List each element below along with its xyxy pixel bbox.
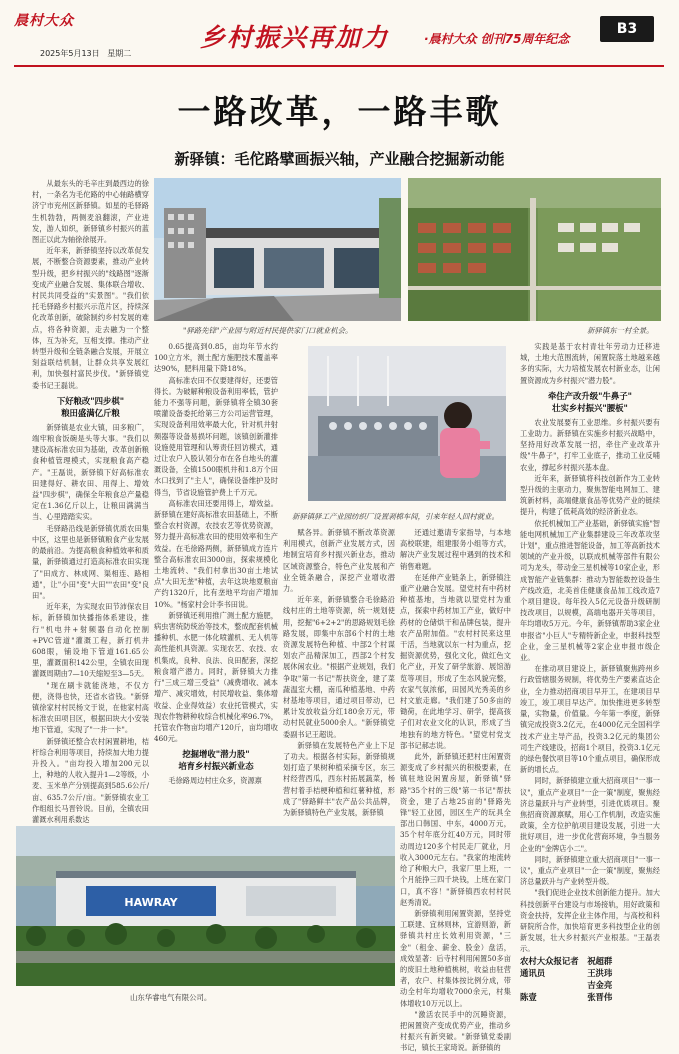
- col3-body-para-3: 新驿镇在发展特色产业上下足了功夫。根据各村实际，新驿镇规划打造了果树种植采摘专区，东三村经营西瓜，西东村拓展蔬菜，杨营村着手桔梗种植和红薯种植，形成了"驿路鲜丰"农产品公共品牌，为新驿镇特色产业发展，新驿镇: [283, 740, 395, 818]
- col5-section-3-para-4: 在推动项目建设上，新驿镇聚焦跨州乡行政管辖服务规制，将优势生产要素直达企业，全力推动招商项目早开工，在建项目早竣工，竣工项目早达产。加快推进更多转型量，实物量，价值量。今年第一季度，新驿镇完成投资3.2亿元，在4000亿元全国科学技术产业主导产品，投资3.2亿元的集团公司生产线建设，招商1个项目，投资3.1亿元的绿色餐饮项目等10个重点项目，确保形成新的增长点。: [520, 664, 660, 775]
- article-column-5: [520, 341, 660, 1017]
- col2-body-para-3: 高标准农田还要用得上，增效益。新驿镇在建好高标准农田基础上，不断整合农村资源，农技农艺等优势资源，努力提升高标准农田的使用效率和生产效益。在毛徐路两侧，新驿镇成方连片整合高标准农田3000亩，探索规模化土地流转、"我们村拿出30亩土地试点"大田无垄"种植，去年这块地夏粮亩产约1320斤，比有垄地平均亩产增加10%。"杨家村会计李书田说。: [154, 498, 278, 609]
- section-3-title-line-1: 牵住产改升级"牛鼻子": [547, 390, 633, 401]
- caption-electric-plant: 山东华睿电气有限公司。: [130, 993, 212, 1002]
- byline-role-2: 通讯员: [520, 967, 546, 978]
- electric-plant-image: [16, 826, 395, 986]
- byline: [520, 955, 660, 1003]
- section-1-heading: [32, 395, 149, 419]
- col1-body-para-3: 近年来，为实现农田节沛保农目标，新驿镇加快播指体系建设，推行"机电井+射频器自动化控制+PVC管道"灌溉工程，新打机井608眼，铺设地下管道161.65公里，灌溉面积142公里，全镇农田现灌溉周期由7—10天缩短至3—5天。: [32, 602, 149, 679]
- caption-industrial-park: "驿路先锋"产业园与附近村民提供家门口就业机会。: [183, 326, 353, 335]
- section-slogan: 乡村振兴再加力: [200, 23, 390, 52]
- section-1-title-line-2: 粮田盛满亿斤粮: [61, 407, 120, 418]
- col5-body-para-1: 实践是基于农村青壮年劳动力迁移进城，土地大范围流转，闲置院落土地越来越多的实际，大力培植发展农村新业态，让闲置资源成为乡村振兴"潜力股"。: [520, 342, 660, 385]
- col5-section-3-para-1: 农业发展要有工业思维。乡村振兴要有工业助力。新驿镇在实施乡村振兴战略中，坚持用好改革发展一招，牵住产业改革升级"牛鼻子"，打牢工业底子，推动工业反哺农业，撑起乡村振兴基本盘。: [520, 417, 660, 472]
- newspaper-logo: 晨村大众: [14, 13, 74, 29]
- byline-name-2: 王洪玮: [587, 967, 613, 978]
- date-text: 2025年5月13日: [40, 49, 100, 58]
- col4-body-para-5: "激活农民手中的沉睡资源，把闲置资产变成优势产业，推动乡村振兴有新突破。"新驿镇党委副书记，镇长王家琦说。新驿镇的: [400, 1009, 511, 1053]
- col4-body-para-3: 此外，新驿镇还把村庄闲置资源变成了乡村振兴的积极要素，在镇驻地设闲置房屋，新驿镇"驿路"35个村的三级"第一书记"帮扶资金，建了占地25亩的"驿路先锋"轻工业园，园区生产的玩具全部出口韩国、中东，4000万元，35个村年底分红40万元，同时带动周边120多个村民走厂就业，月收入3000元左右。"我家的地流转给了种粮大户，我家厂里上班，一个月能挣三四千块钱，上班在家门口，真不容！"新驿镇西农村村民赵秀清说。: [400, 752, 511, 907]
- anniversary-tag: ·晨村大众 创刊75周年纪念: [424, 32, 570, 46]
- section-3-heading: [520, 390, 660, 414]
- plant-sign-text: HAWRAY: [124, 896, 178, 909]
- col1-body-para-1: 新驿镇是农业大镇，田多粮广，端牢粮食饭碗是头等大事。"我们以建设高标准农田为基础，改革创新粮食种植管理模式，实现粮食高产稳产。"王磊说，新驿镇下好高标准农田建得好、耕农田、用得上、增效益"四步棋"，确保全年粮食总产量稳定在1.36亿斤以上，让粮田满满当当、心里踏踏实实。: [32, 422, 149, 522]
- col5-section-3-para-5: 同时，新驿镇建立重大招商项目"一事一议"，重点产业项目"一企一策"制度，聚焦经济总量跃升与产业转型，引进优质项目。聚焦招商资源禀赋，用心工作机制，改造实施政策，全方位护航项目建设发展，引进一大批好项目，进一步优化营商环境，争当服务企业的"金牌店小二"。: [520, 776, 660, 853]
- photo-aerial-village: [408, 178, 661, 321]
- headline: 一路改革，一路丰歌: [177, 92, 502, 131]
- industrial-park-image: [154, 178, 401, 321]
- page-number-badge: B3: [600, 16, 654, 42]
- col2-body-para-2: 高标准农田不仅要建得好，还要管得长。为破解种粮设备利用率低，管护能力不强等问题，新驿镇将全镇30套喷灌设备委托给第三方公司运营管理，实现设备利用效率最大化，针对机井射频器等设备易损坏问题，该镇创新灌排设施使用管理和认筹责任回访模式，通过让农户入股认领分布在各自地头的灌溉设备，全镇1500眼机井和1.8万个田水口找到了"主人"，确保设备维护及时得当，节省设施管护费上千万元。: [154, 375, 278, 497]
- section-1-title-line-1: 下好粮改"四步棋": [56, 395, 125, 406]
- header-divider: [14, 65, 664, 67]
- col1-intro-para-2: 近年来，新驿镇坚持以改革促发展，不断整合资源要素，推动产业转型升级，把乡村振兴的"线路图"逐渐变成产业融合发展、集体联合增收、村民共同受益的"实景图"。"我们依托毛驿路乡村振兴示范片区，持续深化改革创新，破除制约乡村发展的难点，将各种资源，走去融为一个整体，互为补充，互相支撑。推动产业转型升级和全链条融合发展，开展立刻益联结机制，让群众共享发展红利，加快强村富民步伐。"新驿镇党委书记王磊说。: [32, 246, 149, 390]
- page-header: [0, 0, 679, 68]
- aerial-village-image: [408, 178, 661, 321]
- section-2-title-line-1: 挖掘增收"潜力股": [182, 749, 250, 760]
- article-column-1: [32, 178, 149, 824]
- article-column-4: [400, 527, 511, 1053]
- weekday-text: 星期二: [107, 49, 132, 58]
- issue-date: [40, 48, 131, 59]
- byline-name-1: 祝超群: [587, 955, 613, 966]
- section-2-title-line-2: 培育乡村振兴新业态: [178, 761, 254, 772]
- col5-section-3-para-7: "我们促进企业技术创新能力提升。加大科技创新平台建设与市场接轨，用好政策和资金扶持，发挥企业主体作用，与高校和科研院所合作，加快培育更多科技型企业的创新发展，壮大乡村振兴产业根基。"王磊表示。: [520, 888, 660, 954]
- photo-industrial-park: [154, 178, 401, 321]
- col2-section-2-para-1: 毛徐路周边村庄众多，资源禀: [168, 776, 262, 786]
- col5-section-3-para-2: 近年来，新驿镇将科技创新作为工业转型升级的主驱动力，聚焦智能电网加工、建筑新材料，高端健康食品等优势产业的链续提升，构建了低耗高效的经济新业态。: [520, 473, 660, 517]
- article-column-2: [154, 341, 278, 821]
- byline-role-1: 农村大众报记者: [520, 955, 579, 966]
- col1-intro-para-1: 从最东头的毛辛庄到最西边的徐村，一条名为毛佗路的中心轴路横穿济宁市兖州区新驿镇。如星的毛驿路生机勃勃，两侧麦浪翻滚，产业进发，游人如织，新驿镇乡村振兴的蓝图正以此为轴徐徐展开。: [32, 179, 149, 245]
- col5-section-3-para-3: 依托机械加工产业基础，新驿镇实施"智能电网机械加工产业集群建设三年改革攻坚计划"，重点推进智能设备，加工等高新技术领域的产业升级，以联成机械等部件有限公司为龙头，带动金三星机械等10家企业，形成智能产业链集群：推动为智能数控设备生产线改造，北美首佳健康食品加工线改造7个项目建设。每年投入5亿元设备升级研制技改项目，以规模，高端电器开关等项目，年均增收5万元。今年，新驿镇帮助3家企业申报省"小巨人"专精特新企业，申报科技型企业，金三星机械等2家企业申报市级企业。: [520, 518, 660, 663]
- col2-body-para-1: 0.65提高到0.85，亩均年节水约100立方米，测土配方施肥技术覆盖率达90%，肥料用量下降18%。: [154, 342, 278, 374]
- col4-body-para-1: 还通过邀请专家指导，与本地高校联建，组建服务小组等方式，解决产业发展过程中遇到的技术和销售难题。: [400, 528, 511, 571]
- caption-textile-factory: 新驿镇驿工产业园纺织厂设置剥棉车间，引来年轻人回村就业。: [292, 512, 499, 521]
- col1-body-para-4: "现在刷卡就能浇地，不仅方便，浇得也快，还省水省钱。"新驿镇徐家村村民杨文于说，在他家村高标准农田项目区，根据田块大小安装地下管道，实现了"一井一卡"。: [32, 680, 149, 735]
- col1-body-para-2: 毛驿路沿线是新驿镇优质农田集中区，这里也是新驿镇粮食产业发展的最前沿。为提高粮食种植效率和质量，新驿镇通过打造高标准农田实现了"田成方、林成网、渠相连、路相通"，让"小田"变"大田""农田"变"良田"。: [32, 523, 149, 600]
- col3-body-para-1: 赋各异。新驿镇不断改革资源利用模式，创新产业发展方式，因地制宜培育乡村振兴新业态，推动区域资源整合，特色产业发展和产业全链条融合，深挖产业增收潜力。: [283, 528, 395, 594]
- col5-section-3-para-6: 同时，新驿镇建立重大招商项目"一事一议"，重点产业项目"一企一策"制度，聚焦经济总量跃升与产业转型升级。: [520, 854, 660, 887]
- article-column-3: [283, 527, 395, 822]
- col4-body-para-4: 新驿镇利用闲置资源，坚持党工联建、宜林则林，宜游则游，新驿镇共村庄长效利用资源，"三金"（租金、薪金、股金）盘活，成效显著：后寺村利用闲置50多亩的废旧土地种植桃树，收益由驻营者，农户、村集体按比例分成，带动全村年均增收7000余元，村集体增收10万元以上。: [400, 908, 511, 1008]
- col2-body-para-4: 新驿镇还利用推广测土配方施肥，病虫害统防统治等技术，整成配套机械播种机、水肥一体化喷灌机、无人机等高性能机具资源。实现农艺、农技、农机集成，良种、良法、良田配套，深挖粮食增产潜力。同时，新驿镇大力推行"三成三增三受益"（减费增收、减本增产、减灾增效，村民增收益、集体增收益、企业得效益）农业托管模式，实现农作物耕种收综合机械化率96.7%，托管农作物亩均增产120斤，亩均增收460元。: [154, 610, 278, 744]
- section-2-heading: [154, 748, 278, 772]
- byline-name-3: 吉金亮: [587, 979, 613, 990]
- caption-aerial-village: 新驿镇东一村全景。: [587, 326, 654, 335]
- photo-electric-plant: [16, 826, 395, 986]
- col1-body-para-5: 新驿镇还整合农村闲置耕地，桔杆综合利用等项目，持续加大地力提升投入。"亩均投入增加200元以上，种地的人收入提升1—2等级，小麦、玉米单产分别提高到585.6公斤/亩、635.7公斤/亩。"新驿镇农业工作组组长马晋铃说。目前，全镇农田灌溉水利用系数达: [32, 736, 149, 824]
- textile-factory-image: [308, 346, 506, 501]
- byline-name-4: 陈壹: [520, 991, 537, 1002]
- col3-body-para-2: 近年来，新驿镇整合毛徐路沿线村庄的土地等资源，统一规划使用，挖掘"6+2+2"的思路规划毛徐路发展，即集中东部6个村的土地资源发展特色种植、中部2个村谋划农产品精深加工，西部2个村发展休闲农业。"根据产业规划，我们争取"第一书记"帮扶资金，建了菜蔬温室大棚，南瓜种植基地、中药材基地等项目，通过项目带动，已累计发放收益分红180余万元，带动村民就业5000余人。"新驿镇党委副书记王超说。: [283, 595, 395, 739]
- subheadline: 新驿镇：毛佗路擘画振兴轴，产业融合挖掘新动能: [174, 150, 505, 168]
- byline-name-5: 张晋伟: [587, 991, 613, 1002]
- col4-body-para-2: 在延伸产业链条上，新驿镇注重产业融合发展。望党村有中药材种植基地，当地就以望党村为重点，探索中药材加工产业，做好中药材的仓储烘干和品牌包装，提升农产品附加值。"农村村民来这里干活，当地就以东一村为重点，挖掘资源优势，强化文化，做红色文化产业，开发了研学旅游、展馆游览等项目，形成了生态风貌完整，农家气氛浓郁，田园风光秀美的乡村文旅走廊。"我们建了50多亩的锄荷，在此地学习、研学，提高孩子们对农业文化的认识，形成了当地独有的地方特色。"望党村党支部书记郝志说。: [400, 572, 511, 750]
- section-3-title-line-2: 壮实乡村振兴"腰板": [552, 402, 628, 413]
- photo-textile-factory: [308, 346, 506, 501]
